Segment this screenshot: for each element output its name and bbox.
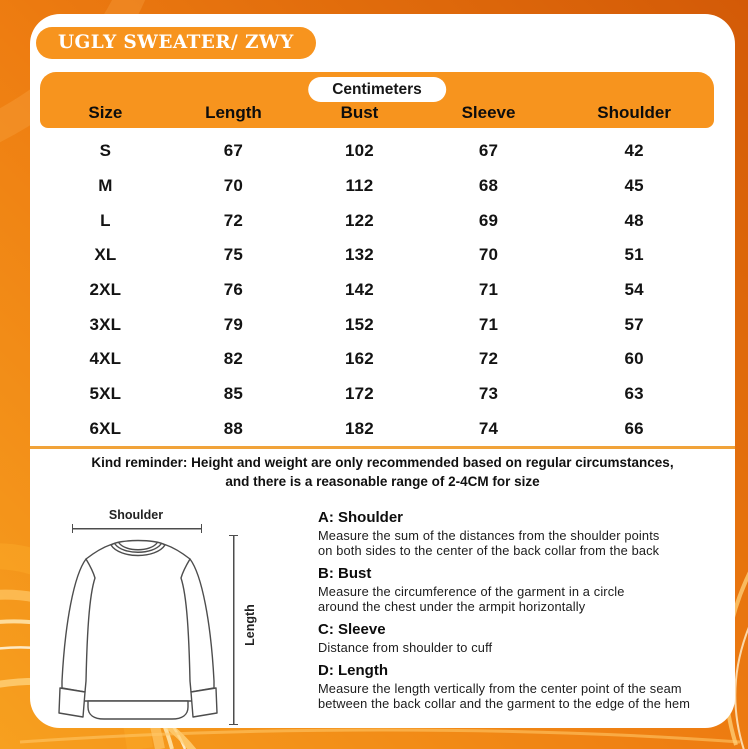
guide-heading: B: Bust	[318, 565, 372, 582]
value-cell: 71	[478, 314, 499, 334]
guide-heading: C: Sleeve	[318, 621, 386, 638]
value-cell: 132	[344, 245, 374, 265]
value-cell: 71	[478, 279, 499, 299]
value-cell: 142	[344, 279, 374, 299]
column-header-length: Length	[205, 103, 262, 122]
length-measure-line	[229, 535, 238, 725]
kind-reminder-line: Kind reminder: Height and weight are only recommended based on regular circumstances,	[91, 455, 674, 470]
value-cell: 88	[223, 418, 244, 438]
value-cell: 48	[624, 210, 644, 230]
table-row	[40, 203, 714, 238]
value-cell: 75	[223, 245, 244, 265]
value-cell: 51	[624, 245, 644, 265]
table-header-bar	[40, 72, 714, 128]
length-measure-label: Length	[243, 604, 257, 646]
value-cell: 67	[478, 141, 499, 161]
size-cell: 5XL	[89, 383, 122, 403]
sweater-body	[83, 541, 194, 701]
value-cell: 112	[345, 175, 374, 195]
table-row	[40, 307, 714, 342]
value-cell: 63	[624, 383, 644, 403]
size-cell: 2XL	[89, 279, 122, 299]
column-header-bust: Bust	[340, 103, 379, 122]
column-header-shoulder: Shoulder	[597, 103, 671, 122]
value-cell: 42	[624, 141, 644, 161]
value-cell: 45	[624, 175, 644, 195]
value-cell: 73	[478, 383, 499, 403]
kind-reminder-line: and there is a reasonable range of 2-4CM for size	[225, 473, 540, 489]
unit-label: Centimeters	[332, 81, 422, 98]
content-card	[30, 14, 735, 728]
product-title-pill	[36, 27, 316, 59]
guide-description-line: on both sides to the center of the back collar from the back	[318, 543, 660, 558]
value-cell: 70	[223, 175, 244, 195]
guide-block	[318, 663, 720, 711]
guide-description-line: between the back collar and the garment to the edge of the hem	[318, 696, 691, 711]
product-title: UGLY SWEATER/ ZWY	[58, 32, 294, 53]
shoulder-measure-label: Shoulder	[108, 508, 164, 522]
table-row	[40, 377, 714, 412]
value-cell: 82	[223, 349, 244, 369]
guide-heading: D: Length	[318, 662, 388, 679]
value-cell: 69	[478, 210, 499, 230]
guide-block	[318, 510, 720, 558]
value-cell: 152	[344, 314, 374, 334]
measure-guide	[318, 510, 720, 719]
value-cell: 60	[624, 349, 644, 369]
table-body	[40, 134, 714, 446]
column-header-size: Size	[88, 103, 123, 122]
swirl-stroke	[20, 730, 740, 742]
guide-description-line: around the chest under the armpit horizontally	[318, 599, 586, 614]
sweater-right-cuff	[191, 688, 217, 717]
value-cell: 72	[478, 349, 499, 369]
shoulder-measure-line	[72, 524, 202, 533]
size-cell: 6XL	[89, 418, 122, 438]
table-row	[40, 342, 714, 377]
size-cell: 3XL	[89, 314, 122, 334]
kind-reminder	[30, 454, 735, 491]
value-cell: 85	[223, 383, 244, 403]
value-cell: 68	[478, 175, 499, 195]
guide-description-line: Measure the sum of the distances from the shoulder points	[318, 528, 660, 543]
value-cell: 66	[624, 418, 644, 438]
table-header-row	[40, 103, 714, 123]
value-cell: 172	[344, 383, 374, 403]
value-cell: 182	[344, 418, 374, 438]
value-cell: 67	[223, 141, 244, 161]
guide-description-line: Measure the length vertically from the center point of the seam	[318, 681, 682, 696]
table-row	[40, 134, 714, 169]
table-row	[40, 238, 714, 273]
size-cell: XL	[94, 245, 117, 265]
value-cell: 162	[344, 349, 374, 369]
guide-block	[318, 566, 720, 614]
size-cell: M	[98, 175, 113, 195]
guide-description-line: Distance from shoulder to cuff	[318, 640, 493, 655]
table-row	[40, 273, 714, 308]
value-cell: 79	[223, 314, 244, 334]
unit-pill	[308, 77, 446, 102]
sweater-left-cuff	[59, 688, 85, 717]
size-cell: 4XL	[89, 349, 122, 369]
table-row	[40, 169, 714, 204]
guide-description-line: Measure the circumference of the garment in a circle	[318, 584, 625, 599]
value-cell: 57	[624, 314, 644, 334]
value-cell: 70	[478, 245, 499, 265]
guide-heading: A: Shoulder	[318, 509, 403, 526]
sweater-hem-band	[88, 701, 188, 719]
value-cell: 72	[223, 210, 244, 230]
value-cell: 102	[344, 141, 374, 161]
value-cell: 76	[223, 279, 244, 299]
divider-line	[30, 446, 735, 449]
sweater-illustration	[52, 531, 224, 729]
guide-block	[318, 622, 720, 655]
swirl-stroke	[735, 600, 748, 749]
size-cell: L	[100, 210, 111, 230]
column-header-sleeve: Sleeve	[461, 103, 516, 122]
value-cell: 54	[624, 279, 644, 299]
value-cell: 122	[344, 210, 374, 230]
value-cell: 74	[478, 418, 499, 438]
size-cell: S	[99, 141, 112, 161]
table-row	[40, 411, 714, 446]
